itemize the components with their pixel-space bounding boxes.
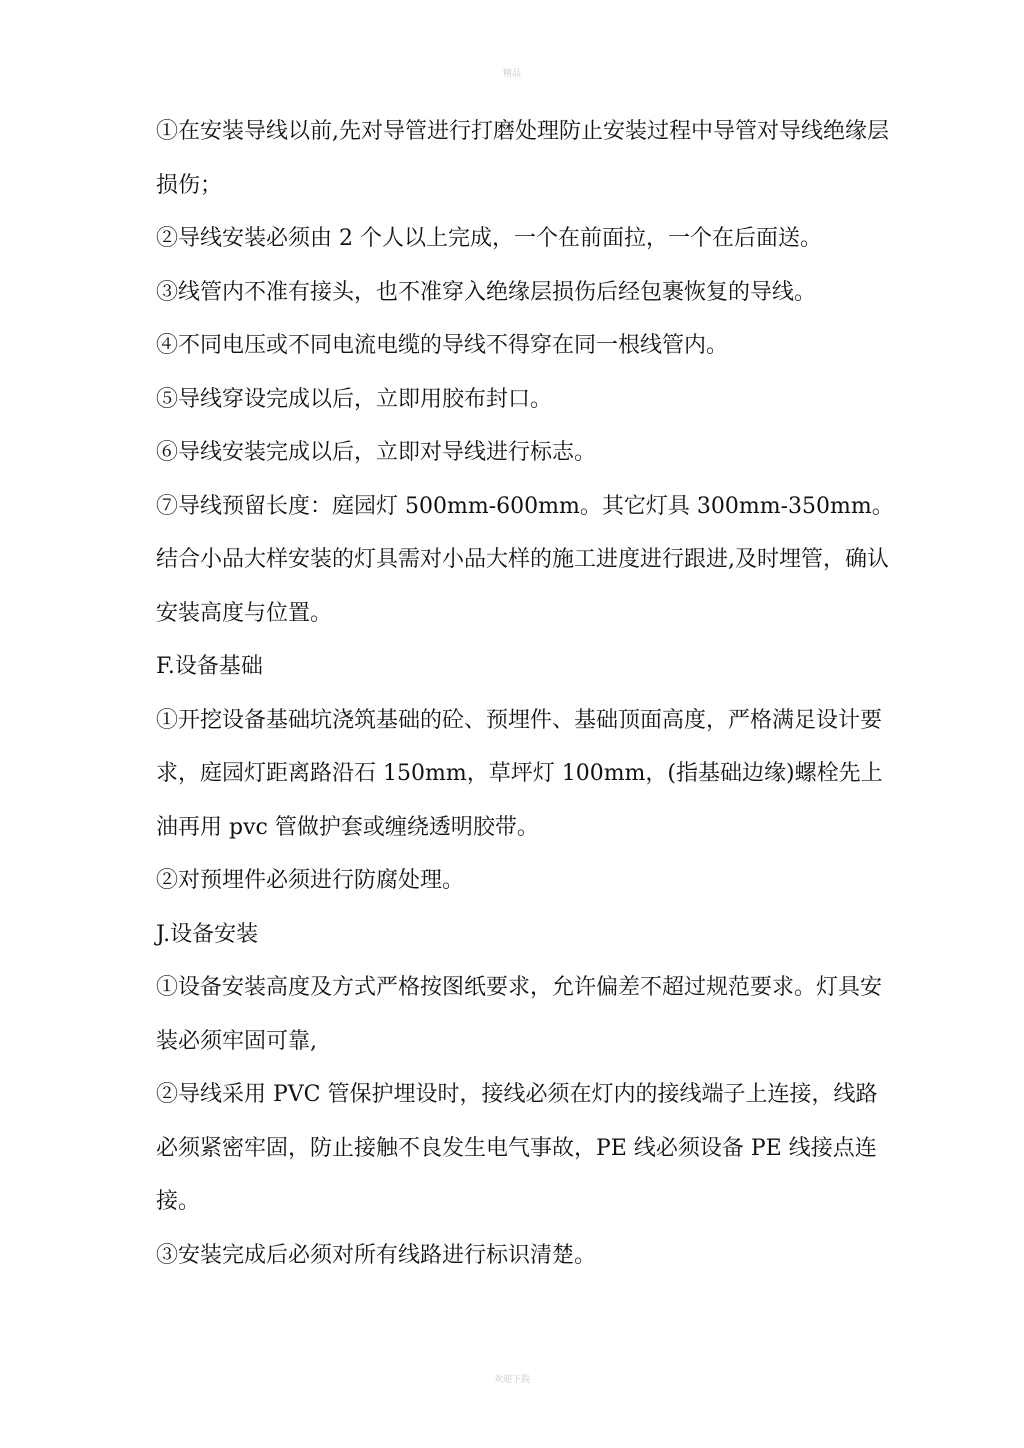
- paragraph-line-labeling: ③安装完成后必须对所有线路进行标识清楚。: [156, 1242, 597, 1268]
- page-header: 精品: [502, 69, 521, 79]
- paragraph-no-joints: ③线管内不准有接头，也不准穿入绝缘层损伤后经包裹恢复的导线。: [156, 279, 817, 305]
- paragraph-wire-marking: ⑥导线安装完成以后，立即对导线进行标志。: [156, 440, 597, 465]
- paragraph-pvc-wiring: ②导线采用 PVC 管保护埋设时，接线必须在灯内的接线端子上连接，线路必须紧密牢固，防止接触不良发生电气事故，PE 线必须设备 PE 线接点连接。: [156, 1082, 878, 1214]
- paragraph-seal-tape: ⑤导线穿设完成以后，立即用胶布封口。: [156, 386, 553, 412]
- paragraph-separate-voltage: ④不同电压或不同电流电缆的导线不得穿在同一根线管内。: [156, 333, 729, 358]
- page-footer: 欢迎下载: [493, 1375, 530, 1385]
- paragraph-reserved-length: ⑦导线预留长度：庭园灯 500mm-600mm。其它灯具 300mm-350mm。: [156, 493, 894, 519]
- document-body: [156, 105, 896, 1282]
- section-heading-equipment-install: J.设备安装: [156, 921, 259, 947]
- paragraph-anticorrosion: ②对预埋件必须进行防腐处理。: [156, 868, 465, 893]
- paragraph-two-person-install: ②导线安装必须由 2 个人以上完成，一个在前面拉，一个在后面送。: [156, 226, 822, 251]
- paragraph-wire-grinding: ①在安装导线以前,先对导管进行打磨处理防止安装过程中导管对导线绝缘层损伤；: [156, 119, 889, 198]
- paragraph-foundation-excavation: ①开挖设备基础坑浇筑基础的砼、预埋件、基础顶面高度，严格满足设计要求，庭园灯距离路沿石 150mm，草坪灯 100mm，(指基础边缘)螺栓先上油再用 pvc 管做护套或缠绕透明胶带。: [156, 707, 883, 840]
- paragraph-follow-up: 结合小品大样安装的灯具需对小品大样的施工进度进行跟进,及时埋管，确认安装高度与位置。: [156, 547, 889, 626]
- paragraph-install-height: ①设备安装高度及方式严格按图纸要求，允许偏差不超过规范要求。灯具安装必须牢固可靠,: [156, 975, 883, 1054]
- section-heading-foundation: F.设备基础: [156, 654, 263, 679]
